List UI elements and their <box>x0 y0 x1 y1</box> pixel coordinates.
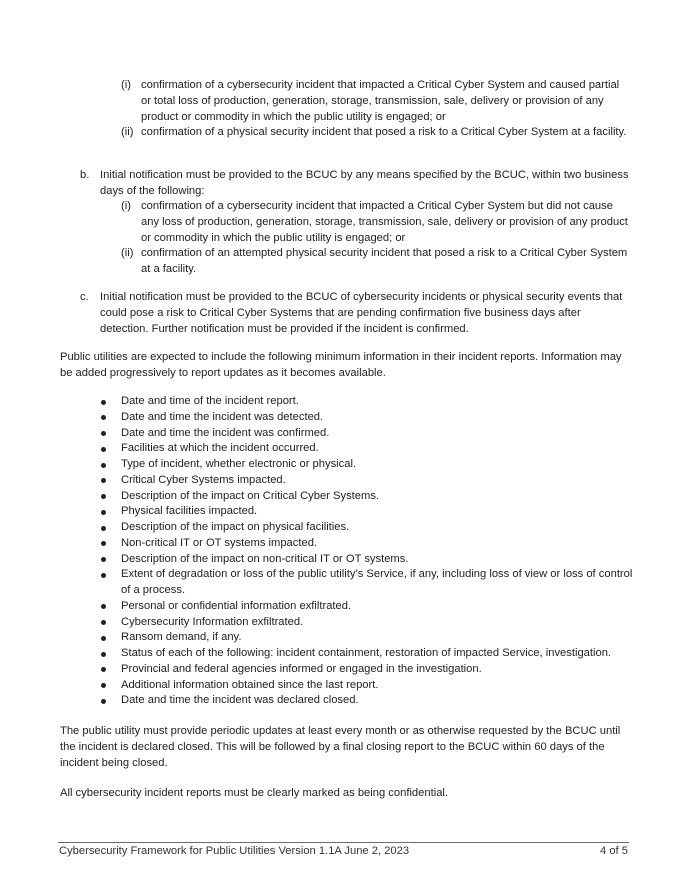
bullet-icon <box>101 526 106 531</box>
item-text: confirmation of a physical security incident that posed a risk to a Critical Cyber System at a facility. <box>141 126 627 138</box>
section-text: Initial notification must be provided to the BCUC of cybersecurity incidents or physical security events that could pose a risk to Critical Cyber Systems that are pending confirmation five business days after detection. Further notification must be provided if the incident is confirmed. <box>100 291 623 335</box>
item-number: (i) <box>121 79 131 91</box>
list-item: Cybersecurity Information exfiltrated. <box>100 615 640 631</box>
list-item: Ransom demand, if any. <box>100 630 640 646</box>
bullet-icon <box>101 463 106 468</box>
footer-document-title: Cybersecurity Framework for Public Utilities Version 1.1A June 2, 2023 <box>59 845 410 857</box>
bullet-icon <box>101 557 106 562</box>
item-text: confirmation of a cybersecurity incident that impacted a Critical Cyber System and caused partial or total loss of production, generation, storage, transmission, sale, delivery or provision of any product or commodity in which the public utility is engaged; or <box>141 79 620 123</box>
bullet-icon <box>101 431 106 436</box>
bullet-icon <box>101 699 106 704</box>
bullet-icon <box>101 415 106 420</box>
list-item: Description of the impact on Critical Cyber Systems. <box>100 489 640 505</box>
section-text: Initial notification must be provided to the BCUC by any means specified by the BCUC, within two business days of the following: <box>100 169 629 197</box>
list-item: Provincial and federal agencies informed or engaged in the investigation. <box>100 662 640 678</box>
updates-paragraph: The public utility must provide periodic updates at least every month or as otherwise requested by the BCUC until the incident is declared closed. This will be followed by a final closing report to the BCUC within 60 days of the incident being closed. <box>60 725 621 769</box>
item-number: (ii) <box>121 126 134 138</box>
bullet-icon <box>101 573 106 578</box>
list-item: Type of incident, whether electronic or physical. <box>100 457 640 473</box>
bullet-icon <box>101 636 106 641</box>
confidential-paragraph: All cybersecurity incident reports must be clearly marked as being confidential. <box>60 787 449 799</box>
list-item: Non-critical IT or OT systems impacted. <box>100 536 640 552</box>
bullet-icon <box>101 400 106 405</box>
list-item: Date and time the incident was confirmed. <box>100 426 640 442</box>
bullet-icon <box>101 667 106 672</box>
list-item: Date and time the incident was declared closed. <box>100 693 640 709</box>
list-item: Description of the impact on physical facilities. <box>100 520 640 536</box>
item-text: confirmation of a cybersecurity incident that impacted a Critical Cyber System but did not cause any loss of production, generation, storage, transmission, sale, delivery or provision of any product or commodity in which the public utility is engaged; or <box>141 200 628 244</box>
footer-divider <box>58 842 629 843</box>
list-item: Additional information obtained since the last report. <box>100 678 640 694</box>
bullet-icon <box>101 494 106 499</box>
bullet-icon <box>101 510 106 515</box>
item-number: (ii) <box>121 247 134 259</box>
list-item: Facilities at which the incident occurred. <box>100 441 640 457</box>
list-item: Personal or confidential information exfiltrated. <box>100 599 640 615</box>
footer-page-number: 4 of 5 <box>600 845 628 857</box>
list-item: Date and time the incident was detected. <box>100 410 640 426</box>
incident-report-info-list <box>100 394 640 709</box>
list-item: Critical Cyber Systems impacted. <box>100 473 640 489</box>
list-item: Date and time of the incident report. <box>100 394 640 410</box>
bullet-icon <box>101 620 106 625</box>
intro-paragraph: Public utilities are expected to include the following minimum information in their incident reports. Information may be added progressively to report updates as it becomes available. <box>60 351 622 379</box>
list-item: Description of the impact on non-critical IT or OT systems. <box>100 552 640 568</box>
list-item: Extent of degradation or loss of the public utility’s Service, if any, including loss of view or loss of control of a process. <box>100 567 640 599</box>
bullet-icon <box>101 652 106 657</box>
bullet-icon <box>101 478 106 483</box>
item-text: confirmation of an attempted physical security incident that posed a risk to a Critical Cyber System at a facility. <box>141 247 628 275</box>
list-item: Physical facilities impacted. <box>100 504 640 520</box>
section-label: b. <box>80 169 90 181</box>
bullet-icon <box>101 604 106 609</box>
bullet-icon <box>101 447 106 452</box>
bullet-icon <box>101 683 106 688</box>
item-number: (i) <box>121 200 131 212</box>
list-item: Status of each of the following: incident containment, restoration of impacted Service, investigation. <box>100 646 640 662</box>
bullet-icon <box>101 541 106 546</box>
section-label: c. <box>80 291 89 303</box>
